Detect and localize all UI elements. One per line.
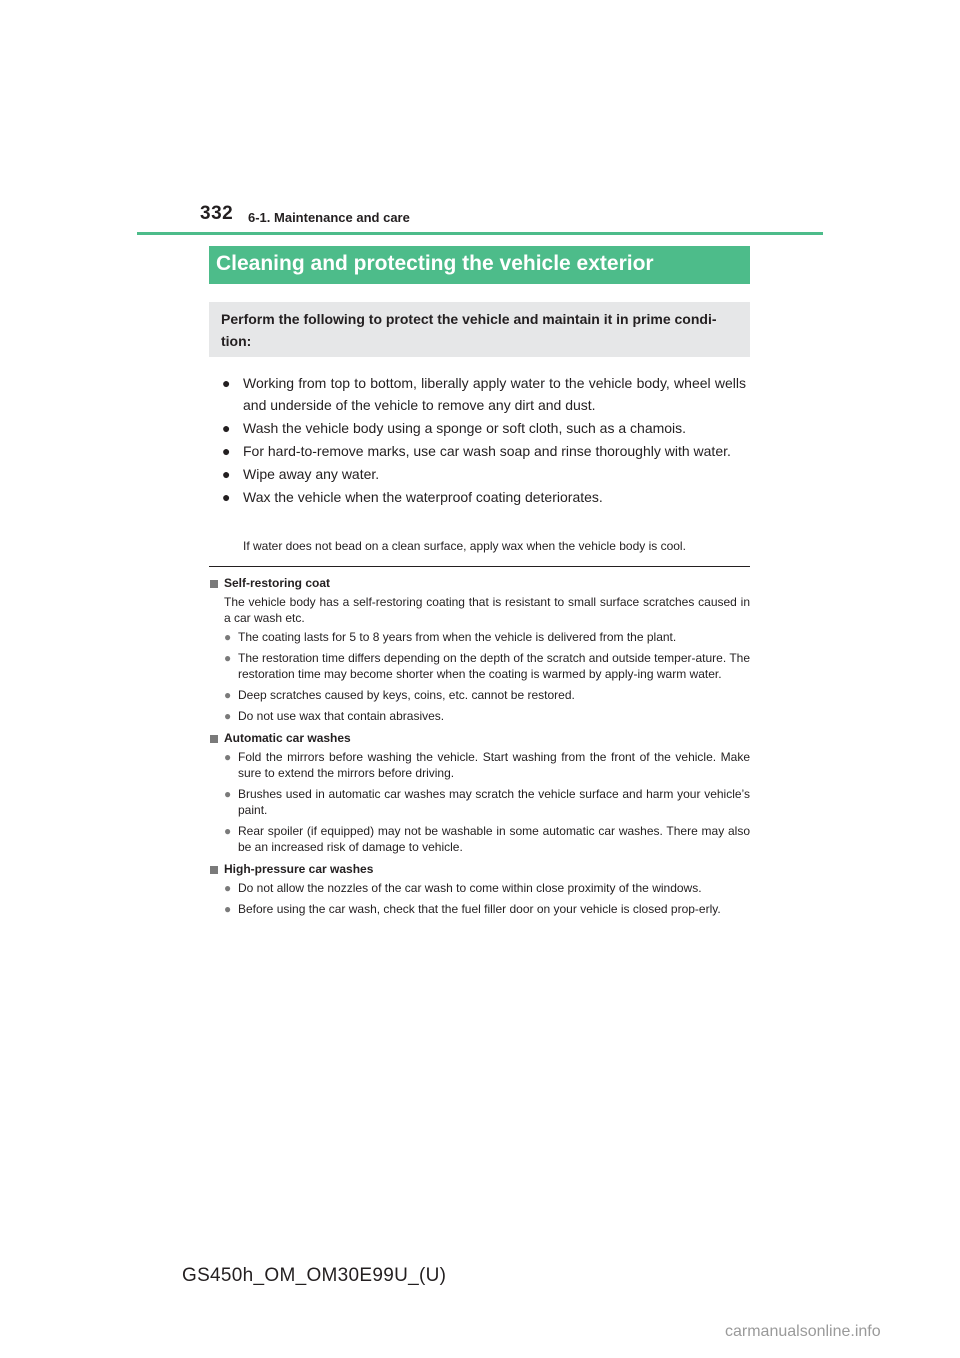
title-bar [209, 246, 750, 284]
list-item-text: For hard-to-remove marks, use car wash soap and rinse thoroughly with water. [243, 443, 731, 459]
bullet-icon: ● [224, 881, 232, 895]
manual-code: GS450h_OM_OM30E99U_(U) [182, 1265, 447, 1286]
sub-list-item [209, 823, 750, 855]
sub-list-item [209, 880, 750, 896]
bullet-icon: ● [222, 443, 231, 459]
sub-list-item-text: Deep scratches caused by keys, coins, etc. cannot be restored. [238, 688, 575, 702]
section-heading [209, 574, 750, 592]
intro-text: Perform the following to protect the vehicle and maintain it in prime condi-tion: [221, 311, 717, 349]
square-bullet-icon [210, 580, 218, 588]
bullet-icon: ● [222, 489, 231, 505]
sub-list-item-text: Fold the mirrors before washing the vehicle. Start washing from the front of the vehicle. Make sure to extend the mirrors before driving. [238, 750, 750, 780]
sub-list-item-text: Brushes used in automatic car washes may scratch the vehicle surface and harm your vehicle’s paint. [238, 787, 750, 817]
bullet-icon: ● [224, 688, 232, 702]
bullet-icon: ● [222, 375, 231, 391]
list-item [222, 440, 746, 462]
square-bullet-icon [210, 735, 218, 743]
sub-list-item-text: Do not use wax that contain abrasives. [238, 709, 445, 723]
bullet-icon: ● [224, 787, 232, 801]
sub-list-item [209, 629, 750, 645]
sub-list-item [209, 901, 750, 917]
sub-list-item-text: The coating lasts for 5 to 8 years from when the vehicle is delivered from the plant. [238, 630, 677, 644]
info-area [209, 574, 750, 922]
sub-list-item-text: Before using the car wash, check that the fuel filler door on your vehicle is closed prop-erly. [238, 902, 721, 916]
sub-list-item-text: Do not allow the nozzles of the car wash to come within close proximity of the windows. [238, 881, 702, 895]
wax-note: If water does not bead on a clean surface, apply wax when the vehicle body is cool. [243, 539, 686, 553]
bullet-icon: ● [222, 420, 231, 436]
list-item-text: Wash the vehicle body using a sponge or soft cloth, such as a chamois. [243, 420, 687, 436]
list-item-text: Wax the vehicle when the waterproof coating deteriorates. [243, 489, 603, 505]
intro-box [209, 302, 750, 357]
section-heading-text: Self-restoring coat [224, 576, 331, 590]
list-item-text: Working from top to bottom, liberally apply water to the vehicle body, wheel wells and underside of the vehicle to remove any dirt and dust. [243, 375, 746, 413]
list-item [222, 372, 746, 416]
bullet-icon: ● [224, 902, 232, 916]
section-heading-text: Automatic car washes [224, 731, 351, 745]
sub-list-item [209, 650, 750, 682]
bullet-icon: ● [222, 466, 231, 482]
section-heading-text: High-pressure car washes [224, 862, 374, 876]
section-paragraph: The vehicle body has a self-restoring coating that is resistant to small surface scratches caused in a car wash etc. [224, 595, 750, 625]
sub-list-item [209, 749, 750, 781]
watermark: carmanualsonline.info [725, 1323, 881, 1340]
list-item-text: Wipe away any water. [243, 466, 380, 482]
divider [209, 566, 750, 567]
sub-list-item [209, 708, 750, 724]
square-bullet-icon [210, 866, 218, 874]
header-rule [137, 232, 823, 235]
list-item [222, 417, 746, 439]
page-title: Cleaning and protecting the vehicle exterior [216, 252, 654, 275]
bullet-icon: ● [224, 630, 232, 644]
bullet-icon: ● [224, 824, 232, 838]
section-heading [209, 860, 750, 878]
sub-list-item-text: The restoration time differs depending on the depth of the scratch and outside temper-ature. The restoration time may become shorter when the coating is warmed by apply-ing warm water. [238, 651, 750, 681]
sub-list-item-text: Rear spoiler (if equipped) may not be washable in some automatic car washes. There may also be an increased risk of damage to vehicle. [238, 824, 750, 854]
bullet-icon: ● [224, 651, 232, 665]
section-heading [209, 729, 750, 747]
page-number: 332 [200, 203, 234, 224]
list-item [222, 486, 746, 508]
sub-list-item [209, 687, 750, 703]
list-item [222, 463, 746, 485]
section-label: 6-1. Maintenance and care [248, 210, 410, 225]
bullet-icon: ● [224, 709, 232, 723]
bullet-icon: ● [224, 750, 232, 764]
main-list [222, 372, 746, 509]
sub-list-item [209, 786, 750, 818]
